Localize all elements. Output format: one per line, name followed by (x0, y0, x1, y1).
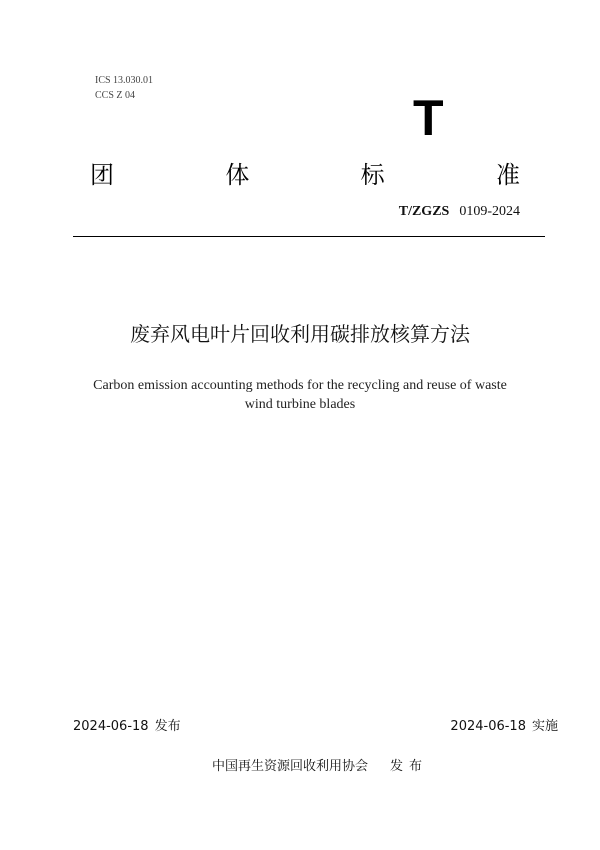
document-title-en-line1: Carbon emission accounting methods for the recycling and reuse of waste (93, 378, 507, 393)
issuer-label: 发布 (390, 759, 429, 774)
issue-date (73, 718, 181, 736)
document-title-zh: 废弃风电叶片回收利用碳排放核算方法 (130, 322, 470, 346)
standard-type-char: 准 (495, 161, 520, 189)
document-title-en-line2: wind turbine blades (244, 397, 356, 412)
document-title-en (60, 376, 540, 414)
standard-type-heading (90, 158, 520, 192)
implementation-date-value: 2024-06-18 (450, 719, 526, 734)
header-divider (73, 236, 545, 237)
standard-category-letter: T (413, 90, 444, 146)
issuer-name: 中国再生资源回收利用协会 (212, 759, 369, 774)
ccs-code: CCS Z 04 (95, 90, 136, 101)
standard-number (399, 203, 520, 221)
classification-codes (95, 73, 153, 103)
implementation-date (450, 718, 558, 736)
standard-type-char: 标 (360, 161, 385, 189)
standard-prefix: T/ZGZS (398, 204, 450, 219)
issue-date-value: 2024-06-18 (73, 719, 149, 734)
implementation-date-label: 实施 (531, 719, 558, 734)
standard-type-char: 体 (225, 161, 250, 189)
standard-number-value: 0109-2024 (459, 204, 520, 219)
standard-type-char: 团 (90, 161, 114, 189)
issue-date-label: 发布 (154, 719, 181, 734)
ics-code: ICS 13.030.01 (95, 75, 154, 86)
issuer (212, 758, 428, 776)
